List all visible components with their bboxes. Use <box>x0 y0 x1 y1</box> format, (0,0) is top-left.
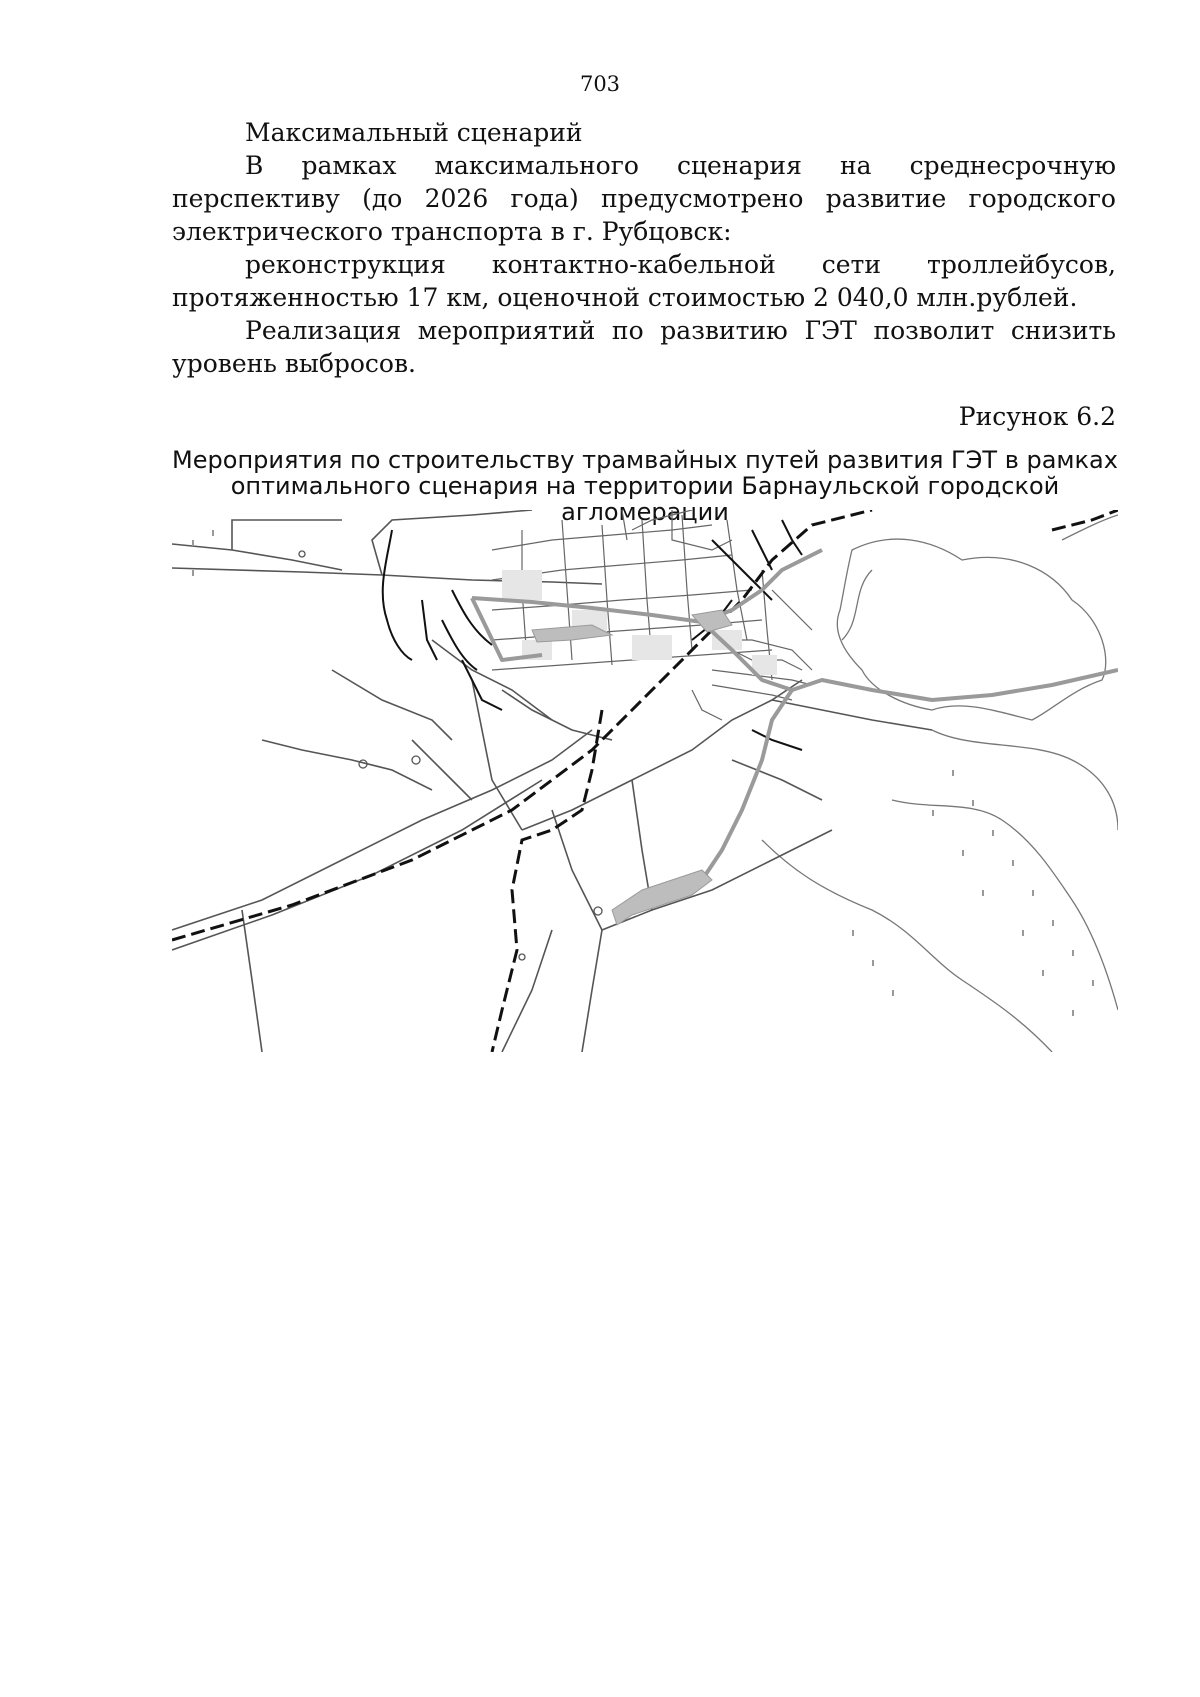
figure-caption-line: Мероприятия по строительству трамвайных путей развития ГЭТ в рамках <box>172 446 1118 474</box>
map-canvas <box>172 510 1118 1052</box>
river-outline <box>762 515 1118 1052</box>
figure-label: Рисунок 6.2 <box>958 402 1116 431</box>
paragraph: Реализация мероприятий по развитию ГЭТ позволит снизить уровень выбросов. <box>172 316 1116 378</box>
paragraph: В рамках максимального сценария на среднесрочную перспективу (до 2026 года) предусмотрено развитие городского электрического транспорта в г. Рубцовск: <box>172 151 1116 246</box>
list-item-line: реконструкция контактно-кабельной сети троллейбусов, <box>245 250 1116 279</box>
list-item-line: протяженностью 17 км, оценочной стоимостью 2 040,0 млн.рублей. <box>172 283 1078 312</box>
page-number: 703 <box>579 72 621 96</box>
figure-caption-line: оптимального сценария на территории Барнаульской городской агломерации <box>230 472 1060 526</box>
terrain-marks <box>192 530 1094 1016</box>
section-heading: Максимальный сценарий <box>245 118 583 147</box>
road-network <box>172 510 932 1052</box>
body-text <box>172 116 1116 380</box>
railway <box>172 510 1118 1052</box>
point-markers <box>299 551 602 960</box>
city-map <box>172 510 1118 1052</box>
tram-route <box>472 550 1118 880</box>
